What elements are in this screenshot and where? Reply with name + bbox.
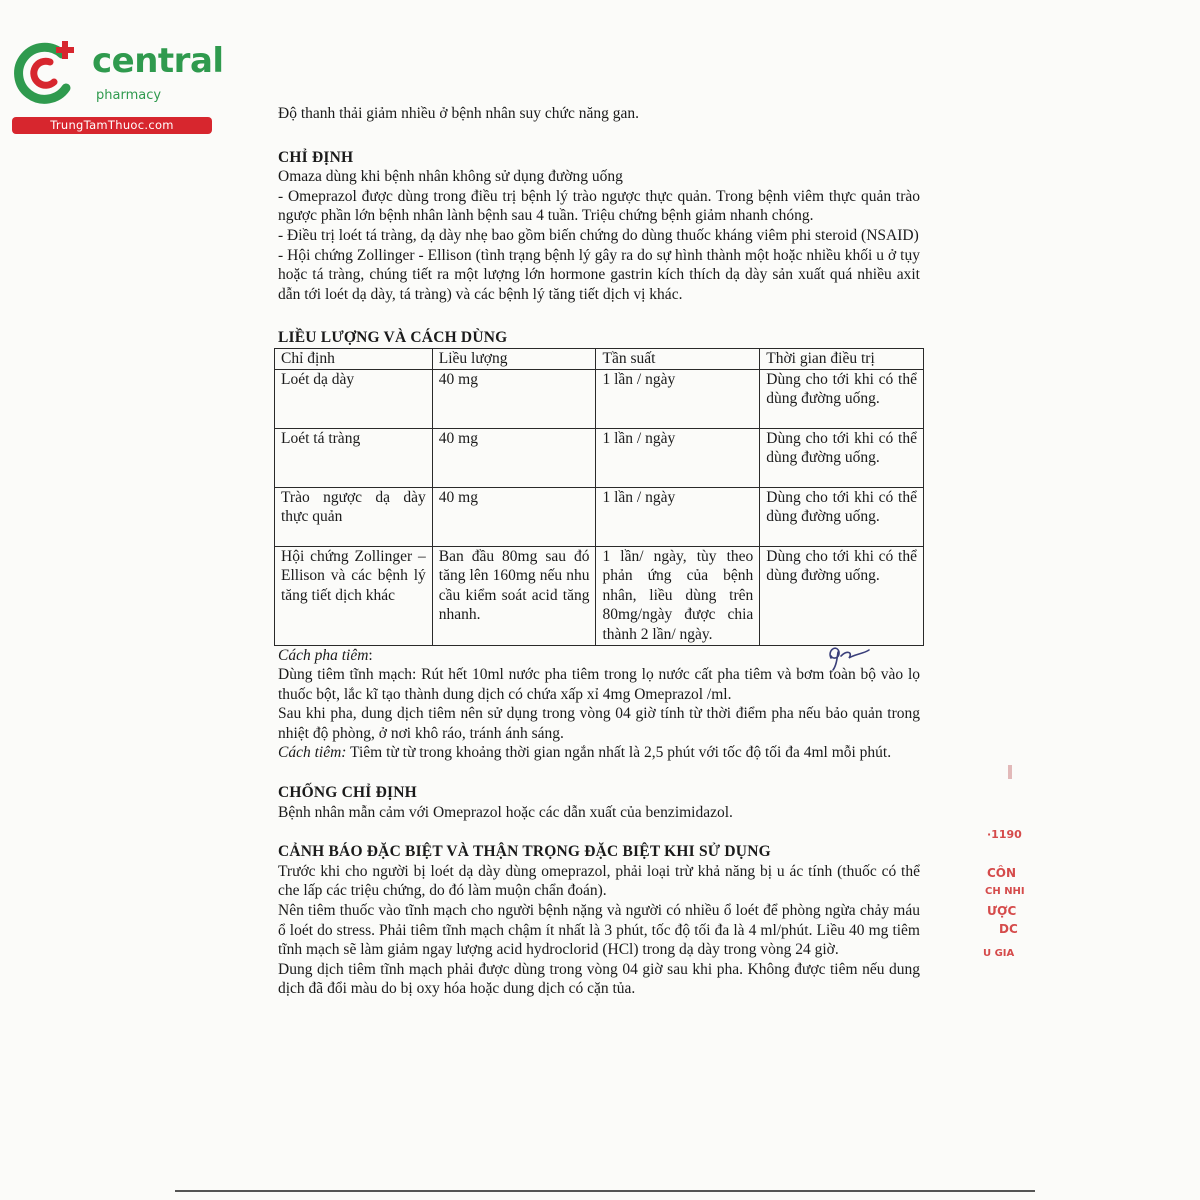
dosage-heading: LIỀU LƯỢNG VÀ CÁCH DÙNG [278, 329, 508, 347]
red-stamp-fragment [975, 822, 1025, 972]
table-cell: Dùng cho tới khi có thể dùng đường uống. [760, 369, 924, 428]
table-cell: 1 lần / ngày [596, 487, 760, 546]
table-cell: Dùng cho tới khi có thể dùng đường uống. [760, 428, 924, 487]
signature-mark [823, 636, 873, 672]
intro-text: Độ thanh thải giảm nhiều ở bệnh nhân suy chức năng gan. [278, 105, 639, 122]
logo-website[interactable]: TrungTamThuoc.com [12, 117, 212, 134]
warnings-line: Trước khi cho người bị loét dạ dày dùng omeprazol, phải loại trừ khả năng bị u ác tính (thuốc có thể che lấp các triệu chứng, do đó làm muộn chẩn đoán). [278, 862, 920, 900]
indications-line: - Hội chứng Zollinger - Ellison (tình trạng bệnh lý gây ra do sự hình thành một hoặc nhiều khối u ở tụy hoặc tá tràng, chúng tiết ra một lượng lớn hormone gastrin kích thích dạ dày sản xuất quá nhiều axit dẫn tới loét dạ dày, tá tràng) và các bệnh lý tăng tiết dịch vị khác. [278, 246, 920, 303]
table-cell: Loét dạ dày [275, 369, 433, 428]
table-cell: 1 lần/ ngày, tùy theo phản ứng của bệnh nhân, liều dùng trên 80mg/ngày được chia thành 2 lần/ ngày. [596, 546, 760, 645]
preparation-line: Dùng tiêm tĩnh mạch: Rút hết 10ml nước pha tiêm trong lọ nước cất pha tiêm và bơm toàn bộ vào lọ thuốc bột, lắc kĩ tạo thành dung dịch có chứa xấp xỉ 4mg Omeprazol /ml. [278, 666, 920, 703]
warnings-section [278, 842, 920, 999]
table-cell: Loét tá tràng [275, 428, 433, 487]
warnings-line: Dung dịch tiêm tĩnh mạch phải được dùng trong vòng 04 giờ sau khi pha. Không được tiêm nếu dung dịch đã đổi màu do bị oxy hóa hoặc dung dịch có cặn tủa. [278, 960, 920, 998]
indications-section [278, 148, 920, 305]
table-row [275, 487, 924, 546]
table-cell: 40 mg [432, 369, 596, 428]
logo-subtitle: pharmacy [96, 88, 162, 103]
table-cell: 1 lần / ngày [596, 369, 760, 428]
stamp-text: U GIA [983, 948, 1015, 959]
pharmacy-logo [8, 38, 224, 138]
preparation-label-text: Cách pha tiêm [278, 646, 369, 664]
warnings-heading: CẢNH BÁO ĐẶC BIỆT VÀ THẬN TRỌNG ĐẶC BIỆT KHI SỬ DỤNG [278, 843, 771, 861]
column-header: Chỉ định [275, 348, 433, 369]
logo-name: central [92, 41, 224, 81]
injection-text: Tiêm từ từ trong khoảng thời gian ngắn nhất là 2,5 phút với tốc độ tối đa 4ml mỗi phút. [346, 744, 892, 762]
table-row [275, 428, 924, 487]
dosage-table [274, 348, 924, 646]
stamp-text: CH NHI [985, 886, 1025, 897]
table-cell: 1 lần / ngày [596, 428, 760, 487]
stamp-text: DC [999, 922, 1018, 936]
stamp-text: ·1190 [987, 828, 1022, 841]
dosage-section [278, 328, 920, 763]
table-cell: 40 mg [432, 487, 596, 546]
injection-instructions [278, 743, 920, 763]
table-cell: Trào ngược dạ dày thực quản [275, 487, 433, 546]
stamp-text: ƯỢC [987, 904, 1017, 918]
table-cell: 40 mg [432, 428, 596, 487]
indications-line: - Điều trị loét tá tràng, dạ dày nhẹ bao gồm biến chứng do dùng thuốc kháng viêm phi steroid (NSAID) [278, 226, 919, 244]
document-body [278, 104, 920, 999]
contraindications-section [278, 783, 920, 822]
warnings-line: Nên tiêm thuốc vào tĩnh mạch cho người bệnh nặng và người có nhiều ổ loét để phòng ngừa chảy máu ổ loét do stress. Phải tiêm tĩnh mạch chậm ít nhất là 3 phút, tốc độ tối đa là 4 ml/phút. Liều 40 mg tiêm tĩnh mạch sẽ làm giảm ngay lượng acid hydroclorid (HCl) trong dạ dày trong vòng 24 giờ. [278, 902, 920, 959]
preparation-line: Sau khi pha, dung dịch tiêm nên sử dụng trong vòng 04 giờ tính từ thời điểm pha nếu bảo quản trong nhiệt độ phòng, ở nơi khô ráo, tránh ánh sáng. [278, 705, 920, 742]
indications-line: Omaza dùng khi bệnh nhân không sử dụng đường uống [278, 168, 623, 186]
contraindications-text: Bệnh nhân mẫn cảm với Omeprazol hoặc các dẫn xuất của benzimidazol. [278, 803, 733, 821]
bottom-divider [175, 1190, 1035, 1192]
column-header: Liều lượng [432, 348, 596, 369]
injection-label: Cách tiêm: [278, 744, 347, 762]
table-row [275, 369, 924, 428]
stamp-text: CÔN [987, 866, 1017, 880]
contraindications-heading: CHỐNG CHỈ ĐỊNH [278, 784, 417, 802]
table-cell: Ban đầu 80mg sau đó tăng lên 160mg nếu nhu cầu kiểm soát acid tăng nhanh. [432, 546, 596, 645]
table-cell: Dùng cho tới khi có thể dùng đường uống. [760, 546, 924, 645]
indications-heading: CHỈ ĐỊNH [278, 148, 354, 166]
table-header-row [275, 348, 924, 369]
edge-mark [1008, 765, 1012, 779]
column-header: Tần suất [596, 348, 760, 369]
indications-line: - Omeprazol được dùng trong điều trị bệnh lý trào ngược thực quản. Trong bệnh viêm thực quản trào ngược phần lớn bệnh nhân lành bệnh sau 4 tuần. Triệu chứng bệnh giảm nhanh chóng. [278, 187, 920, 225]
central-pharmacy-logo-icon [10, 38, 80, 108]
column-header: Thời gian điều trị [760, 348, 924, 369]
preparation-label-colon: : [368, 646, 373, 664]
table-cell: Dùng cho tới khi có thể dùng đường uống. [760, 487, 924, 546]
table-cell: Hội chứng Zollinger – Ellison và các bệnh lý tăng tiết dịch khác [275, 546, 433, 645]
table-row [275, 546, 924, 645]
